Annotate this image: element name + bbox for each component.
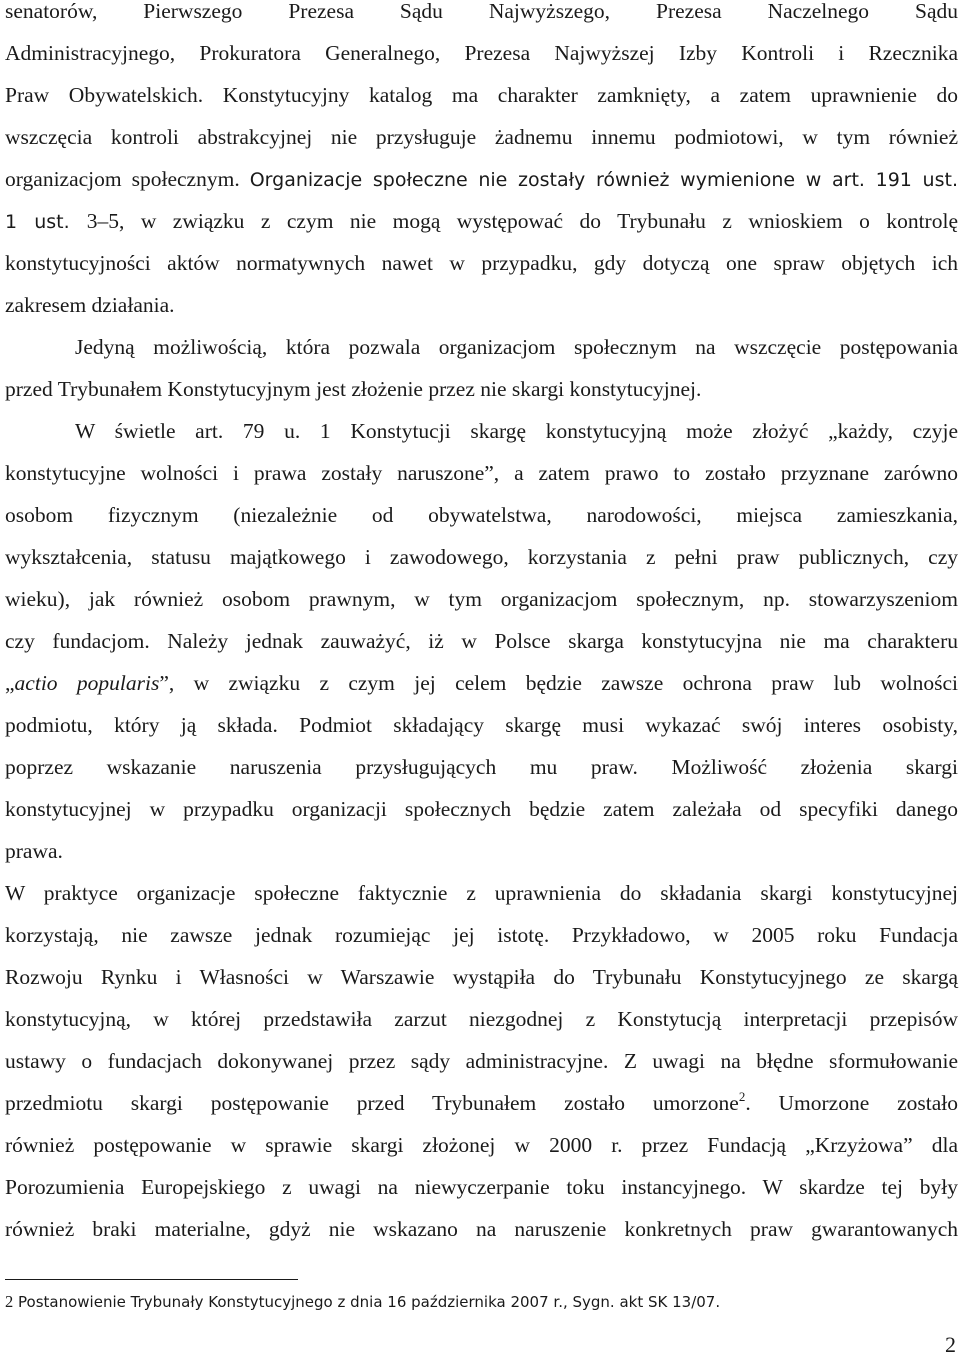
text-line <box>5 158 958 200</box>
footnote-number: 2 <box>5 1292 14 1311</box>
italic-term: actio popularis <box>14 671 160 695</box>
text-fragment: organizacjom społecznym. <box>5 167 250 191</box>
text-line: Jedyną możliwością, która pozwala organizacjom społecznym na wszczęcie postępowania <box>75 335 958 359</box>
text-line: konstytucyjną, w której przedstawiła zarzut niezgodnej z Konstytucją interpretacji przepisów <box>5 1007 958 1031</box>
text-line: W praktyce organizacje społeczne faktycznie z uprawnienia do składania skargi konstytucyjnej <box>5 881 958 905</box>
text-line: korzystają, nie zawsze jednak rozumiejąc jej istotę. Przykładowo, w 2005 roku Fundacja <box>5 923 958 947</box>
text-line: podmiotu, który ją składa. Podmiot składający skargę musi wykazać swój interes osobisty, <box>5 713 958 737</box>
text-line <box>5 662 958 704</box>
text-fragment-sans: 1 ust. <box>5 211 87 233</box>
text-fragment: ”, w związku z czym jej celem będzie zawsze ochrona praw lub wolności <box>159 671 958 695</box>
text-line: poprzez wskazanie naruszenia przysługujących mu praw. Możliwość złożenia skargi <box>5 755 958 779</box>
text-line <box>5 200 958 242</box>
text-line: zakresem działania. <box>5 293 175 317</box>
footnote <box>5 1292 720 1312</box>
text-line: przed Trybunałem Konstytucyjnym jest złożenie przez nie skargi konstytucyjnej. <box>5 377 702 401</box>
footnote-reference[interactable]: 2 <box>738 1089 746 1104</box>
text-fragment: . Umorzone zostało <box>745 1091 958 1115</box>
text-line: konstytucyjnej w przypadku organizacji społecznych będzie zatem zależała od specyfiki danego <box>5 797 958 821</box>
text-line: wykształcenia, statusu majątkowego i zawodowego, korzystania z pełni praw publicznych, czy <box>5 545 958 569</box>
text-line: Porozumienia Europejskiego z uwagi na niewyczerpanie toku instancyjnego. W skardze tej były <box>5 1175 958 1199</box>
text-line: Praw Obywatelskich. Konstytucyjny katalog ma charakter zamknięty, a zatem uprawnienie do <box>5 83 958 107</box>
text-line: prawa. <box>5 839 63 863</box>
text-fragment: 3–5, w związku z czym nie mogą występować do Trybunału z wnioskiem o kontrolę <box>86 209 958 233</box>
text-line: konstytucyjności aktów normatywnych nawet w przypadku, gdy dotyczą one spraw objętych ich <box>5 251 958 275</box>
text-line: wszczęcia kontroli abstrakcyjnej nie przysługuje żadnemu innemu podmiotowi, w tym również <box>5 125 958 149</box>
text-line: senatorów, Pierwszego Prezesa Sądu Najwyższego, Prezesa Naczelnego Sądu <box>5 0 958 23</box>
text-line: czy fundacjom. Należy jednak zauważyć, iż w Polsce skarga konstytucyjna nie ma charakteru <box>5 629 958 653</box>
text-line: wieku), jak również osobom prawnym, w tym organizacjom społecznym, np. stowarzyszeniom <box>5 587 958 611</box>
footnote-separator <box>5 1279 298 1280</box>
text-line: również postępowanie w sprawie skargi złożonej w 2000 r. przez Fundacją „Krzyżowa” dla <box>5 1133 958 1157</box>
text-fragment: przedmiotu skargi postępowanie przed Trybunałem zostało umorzone <box>5 1091 739 1115</box>
text-fragment-sans: Organizacje społeczne nie zostały również wymienione w art. 191 ust. <box>249 169 958 191</box>
text-line: ustawy o fundacjach dokonywanej przez sądy administracyjne. Z uwagi na błędne sformułowanie <box>5 1049 958 1073</box>
text-line: również braki materialne, gdyż nie wskazano na naruszenie konkretnych praw gwarantowanych <box>5 1217 958 1241</box>
text-line <box>5 1082 958 1124</box>
footnote-text: Postanowienie Trybunały Konstytucyjnego z dnia 16 października 2007 r., Sygn. akt SK 13/07. <box>13 1293 721 1311</box>
text-line: konstytucyjne wolności i prawa zostały naruszone”, a zatem prawo to zostało przyznane zarówno <box>5 461 958 485</box>
page-number: 2 <box>945 1332 956 1357</box>
text-line: osobom fizycznym (niezależnie od obywatelstwa, narodowości, miejsca zamieszkania, <box>5 503 958 527</box>
text-line: Rozwoju Rynku i Własności w Warszawie wystąpiła do Trybunału Konstytucyjnego ze skargą <box>5 965 958 989</box>
text-line: Administracyjnego, Prokuratora Generalnego, Prezesa Najwyższej Izby Kontroli i Rzecznika <box>5 41 958 65</box>
text-fragment: „ <box>5 671 15 695</box>
text-line: W świetle art. 79 u. 1 Konstytucji skargę konstytucyjną może złożyć „każdy, czyje <box>75 419 958 443</box>
document-body <box>5 0 958 1250</box>
